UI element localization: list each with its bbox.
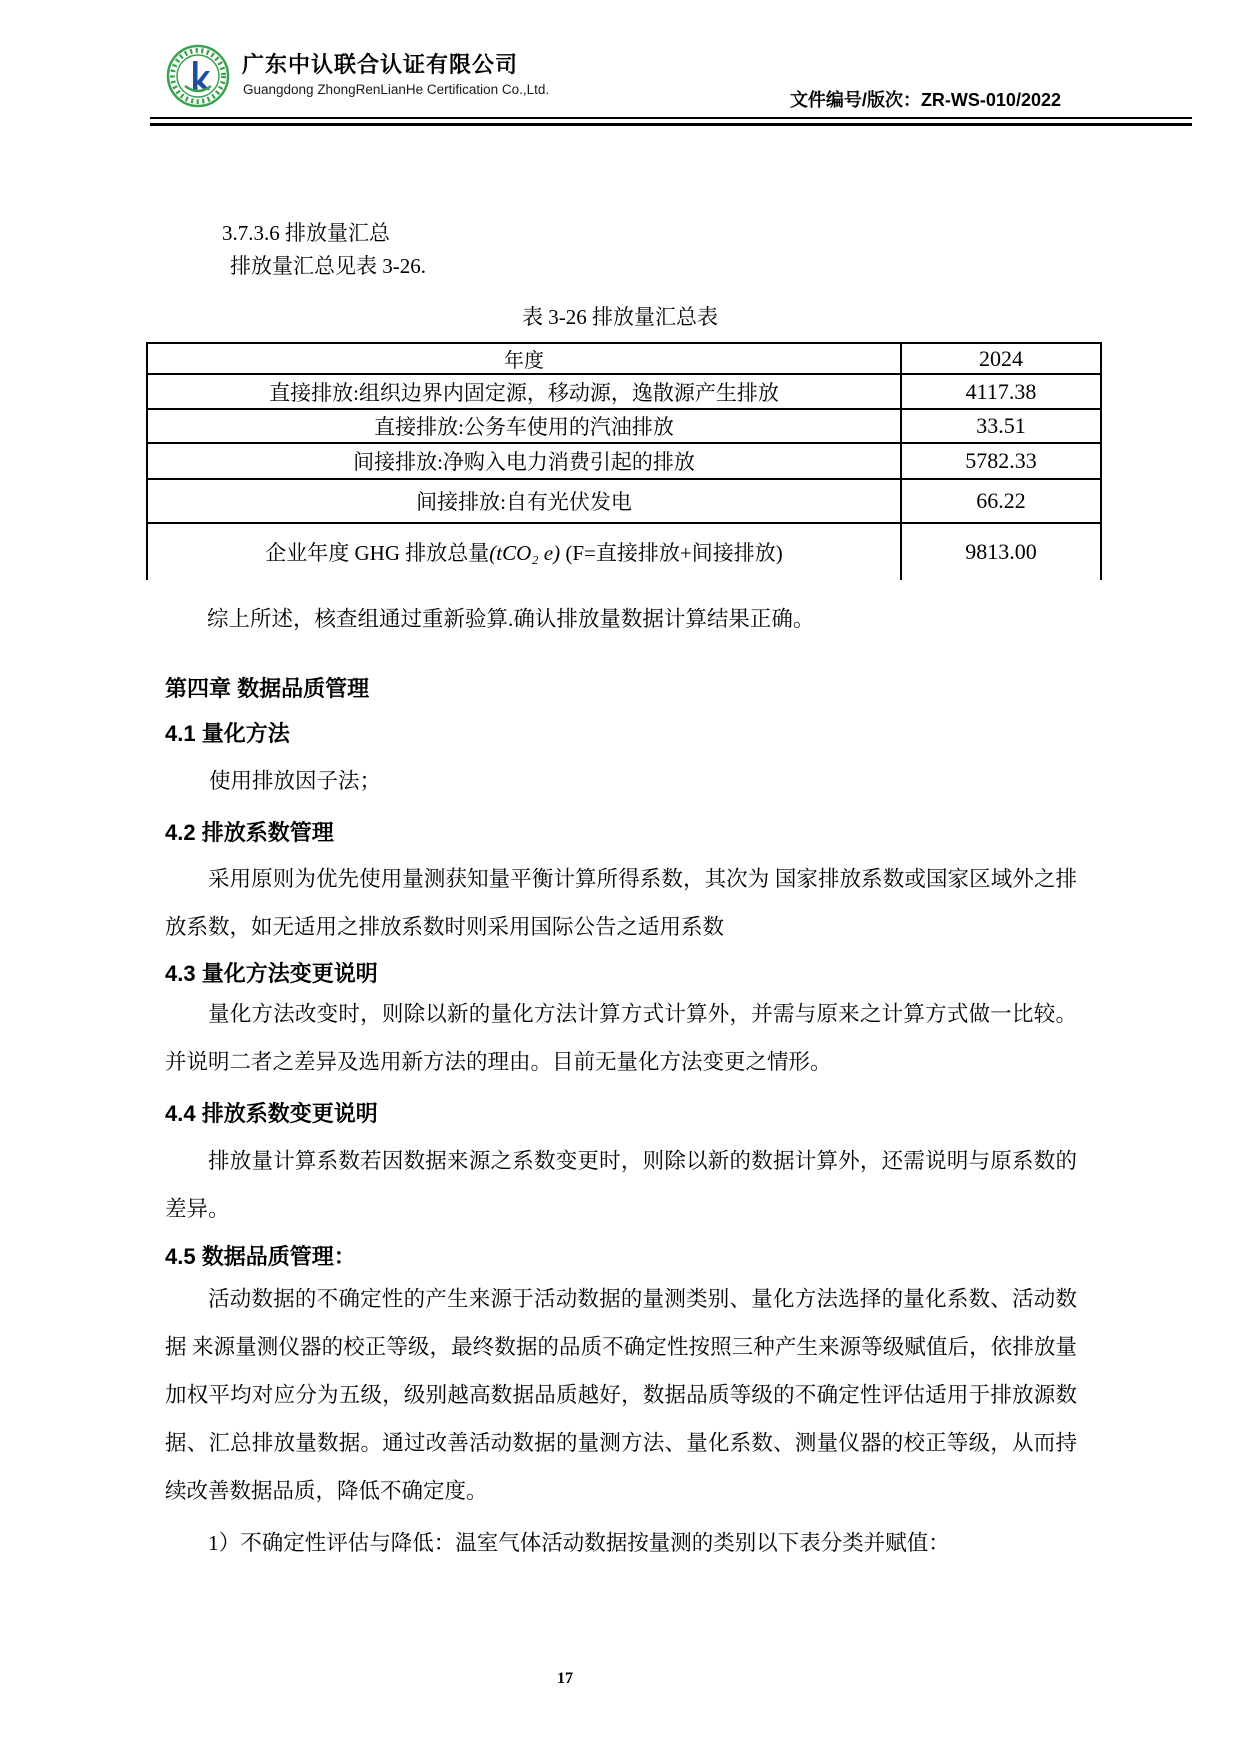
company-name-cn: 广东中认联合认证有限公司 <box>242 52 519 77</box>
table-cell-label: 间接排放:净购入电力消费引起的排放 <box>147 443 901 479</box>
table-cell-value: 5782.33 <box>901 443 1101 479</box>
header-divider <box>150 117 1192 126</box>
section-heading: 3.7.3.6 排放量汇总 <box>222 221 390 245</box>
section-4-2-body: 采用原则为优先使用量测获知量平衡计算所得系数，其次为 国家排放系数或国家区域外之排放系数，如无适用之排放系数时则采用国际公告之适用系数 <box>165 867 1077 939</box>
section-4-1-body: 使用排放因子法； <box>209 769 382 793</box>
doc-number: 文件编号/版次：ZR-WS-010/2022 <box>789 90 1061 110</box>
conclusion-paragraph: 综上所述，核查组通过重新验算.确认排放量数据计算结果正确。 <box>207 607 815 631</box>
section-4-3-body: 量化方法改变时，则除以新的量化方法计算方式计算外，并需与原来之计算方式做一比较。并说明二者之差异及选用新方法的理由。目前无量化方法变更之情形。 <box>165 1002 1077 1074</box>
table-cell-label: 间接排放:自有光伏发电 <box>147 479 901 523</box>
table-row <box>147 443 1101 479</box>
table-cell-value: 66.22 <box>901 479 1101 523</box>
company-name-en: Guangdong ZhongRenLianHe Certification Co.,Ltd. <box>243 82 550 97</box>
table-row-total <box>147 523 1101 580</box>
table-cell-label: 企业年度 GHG 排放总量(tCO₂ e) (F=直接排放+间接排放) <box>147 523 901 580</box>
table-cell-value: 4117.38 <box>901 374 1101 409</box>
section-4-4-body: 排放量计算系数若因数据来源之系数变更时，则除以新的数据计算外，还需说明与原系数的差异。 <box>165 1149 1077 1221</box>
section-4-4-heading: 4.4 排放系数变更说明 <box>165 1101 378 1126</box>
section-4-2-heading: 4.2 排放系数管理 <box>165 820 334 845</box>
table-caption: 表 3-26 排放量汇总表 <box>522 305 718 329</box>
section-4-5-body: 活动数据的不确定性的产生来源于活动数据的量测类别、量化方法选择的量化系数、活动数据 来源量测仪器的校正等级，最终数据的品质不确定性按照三种产生来源等级赋值后，依排放量加权平均对应分为五级，级别越高数据品质越好，数据品质等级的不确定性评估适用于排放源数据、汇总排放量数据。通过改善活动数据的量测方法、量化系数、测量仪器的校正等级，从而持续改善数据品质，降低不确定度。 <box>165 1287 1077 1503</box>
table-cell-value: 9813.00 <box>901 523 1101 580</box>
table-cell-value: 33.51 <box>901 409 1101 443</box>
uncertainty-note: 1）不确定性评估与降低：温室气体活动数据按量测的类别以下表分类并赋值： <box>208 1531 950 1555</box>
table-cell-label: 年度 <box>147 343 901 374</box>
table-header-row <box>147 343 1101 374</box>
company-logo-icon <box>166 44 230 108</box>
section-4-1-heading: 4.1 量化方法 <box>165 721 290 746</box>
section-intro: 排放量汇总见表 3-26. <box>230 254 426 278</box>
table-row <box>147 374 1101 409</box>
table-cell-label: 直接排放:组织边界内固定源，移动源，逸散源产生排放 <box>147 374 901 409</box>
table-cell-label: 直接排放:公务车使用的汽油排放 <box>147 409 901 443</box>
section-4-3-heading: 4.3 量化方法变更说明 <box>165 961 378 986</box>
table-cell-value: 2024 <box>901 343 1101 374</box>
emission-summary-table <box>146 342 1102 580</box>
table-row <box>147 409 1101 443</box>
section-4-5-heading: 4.5 数据品质管理： <box>165 1244 356 1269</box>
chapter-title: 第四章 数据品质管理 <box>165 676 370 701</box>
page-number: 17 <box>557 1670 573 1687</box>
table-row <box>147 479 1101 523</box>
